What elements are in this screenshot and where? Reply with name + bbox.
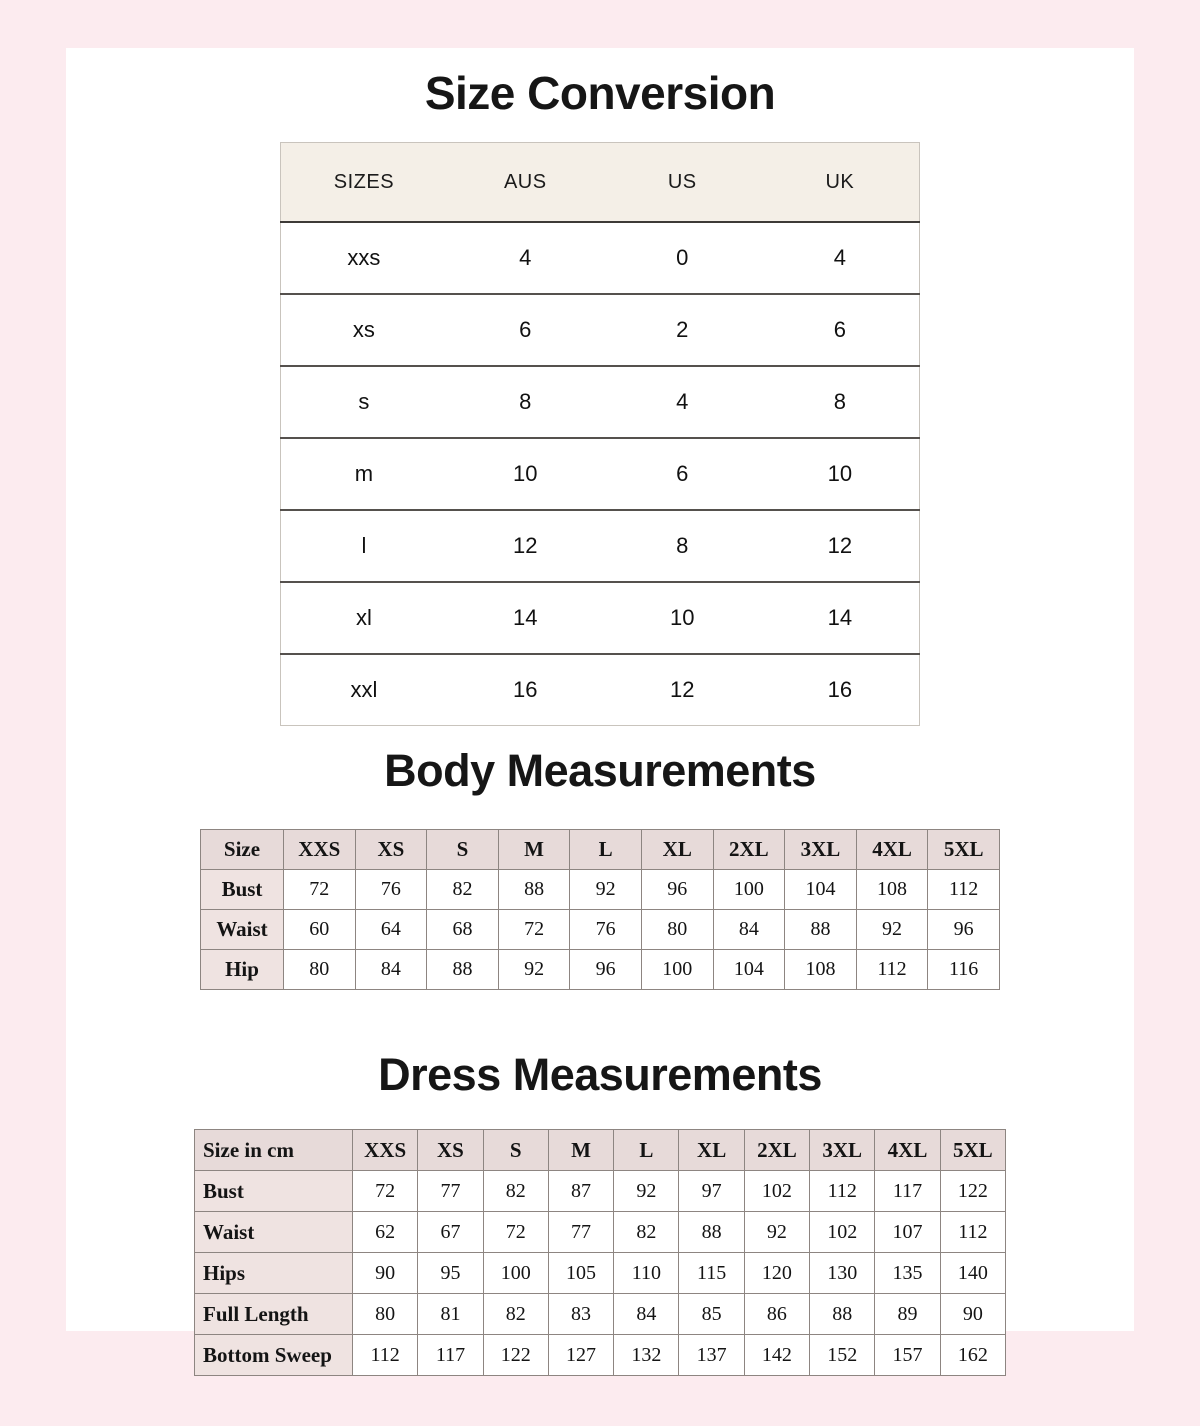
cell-value: 96 — [570, 950, 642, 990]
cell-value: 92 — [744, 1212, 809, 1253]
column-header-uk: UK — [761, 143, 920, 223]
column-header-aus: AUS — [447, 143, 604, 223]
cell-value: 140 — [940, 1253, 1005, 1294]
cell-aus: 10 — [447, 438, 604, 510]
cell-size: m — [281, 438, 447, 510]
cell-value: 88 — [810, 1294, 875, 1335]
cell-value: 122 — [483, 1335, 548, 1376]
cell-value: 64 — [355, 910, 427, 950]
cell-value: 142 — [744, 1335, 809, 1376]
column-header-xxs: XXS — [284, 830, 356, 870]
cell-value: 95 — [418, 1253, 483, 1294]
cell-value: 82 — [483, 1171, 548, 1212]
cell-value: 88 — [427, 950, 499, 990]
cell-value: 60 — [284, 910, 356, 950]
cell-value: 115 — [679, 1253, 744, 1294]
cell-value: 62 — [353, 1212, 418, 1253]
cell-value: 102 — [744, 1171, 809, 1212]
column-header-size: Size — [201, 830, 284, 870]
cell-value: 102 — [810, 1212, 875, 1253]
cell-value: 88 — [785, 910, 857, 950]
cell-uk: 8 — [761, 366, 920, 438]
column-header-m: M — [548, 1130, 613, 1171]
column-header-s: S — [427, 830, 499, 870]
size-conversion-title: Size Conversion — [424, 67, 776, 119]
table-row — [281, 366, 920, 438]
cell-aus: 12 — [447, 510, 604, 582]
cell-size: s — [281, 366, 447, 438]
column-header-4xl: 4XL — [875, 1130, 940, 1171]
column-header-4xl: 4XL — [856, 830, 928, 870]
table-row — [201, 870, 1000, 910]
column-header-l: L — [570, 830, 642, 870]
body-measurements-title: Body Measurements — [384, 745, 816, 796]
cell-value: 105 — [548, 1253, 613, 1294]
table-row — [195, 1171, 1006, 1212]
table-row — [195, 1253, 1006, 1294]
cell-value: 82 — [483, 1294, 548, 1335]
cell-value: 132 — [614, 1335, 679, 1376]
cell-us: 12 — [604, 654, 761, 726]
cell-value: 152 — [810, 1335, 875, 1376]
row-label-waist: Waist — [201, 910, 284, 950]
cell-uk: 4 — [761, 222, 920, 294]
table-row — [195, 1212, 1006, 1253]
cell-value: 108 — [856, 870, 928, 910]
cell-value: 92 — [570, 870, 642, 910]
body-measurements-table — [200, 829, 1000, 990]
cell-value: 77 — [418, 1171, 483, 1212]
cell-value: 112 — [940, 1212, 1005, 1253]
cell-value: 72 — [353, 1171, 418, 1212]
cell-value: 84 — [355, 950, 427, 990]
cell-us: 4 — [604, 366, 761, 438]
cell-value: 77 — [548, 1212, 613, 1253]
table-header-row — [281, 143, 920, 223]
cell-value: 68 — [427, 910, 499, 950]
dress-measurements-table-wrap — [66, 1129, 1134, 1376]
cell-value: 112 — [928, 870, 1000, 910]
row-label-bottom-sweep: Bottom Sweep — [195, 1335, 353, 1376]
dress-measurements-title: Dress Measurements — [378, 1049, 822, 1100]
cell-size: xs — [281, 294, 447, 366]
row-label-hips: Hips — [195, 1253, 353, 1294]
size-conversion-body — [281, 222, 920, 726]
cell-value: 84 — [614, 1294, 679, 1335]
cell-value: 72 — [284, 870, 356, 910]
cell-value: 92 — [856, 910, 928, 950]
cell-us: 10 — [604, 582, 761, 654]
column-header-xl: XL — [679, 1130, 744, 1171]
cell-value: 110 — [614, 1253, 679, 1294]
cell-value: 108 — [785, 950, 857, 990]
cell-value: 112 — [856, 950, 928, 990]
dress-measurements-head — [195, 1130, 1006, 1171]
cell-size: xl — [281, 582, 447, 654]
cell-value: 157 — [875, 1335, 940, 1376]
table-header-row — [201, 830, 1000, 870]
row-label-full-length: Full Length — [195, 1294, 353, 1335]
cell-value: 130 — [810, 1253, 875, 1294]
column-header-size-in-cm: Size in cm — [195, 1130, 353, 1171]
cell-value: 87 — [548, 1171, 613, 1212]
dress-measurements-body — [195, 1171, 1006, 1376]
cell-value: 88 — [498, 870, 570, 910]
cell-value: 96 — [928, 910, 1000, 950]
cell-us: 2 — [604, 294, 761, 366]
cell-value: 127 — [548, 1335, 613, 1376]
cell-uk: 10 — [761, 438, 920, 510]
size-conversion-table — [280, 142, 920, 726]
table-row — [201, 950, 1000, 990]
cell-value: 97 — [679, 1171, 744, 1212]
body-measurements-body — [201, 870, 1000, 990]
cell-aus: 8 — [447, 366, 604, 438]
cell-value: 112 — [353, 1335, 418, 1376]
row-label-waist: Waist — [195, 1212, 353, 1253]
cell-value: 120 — [744, 1253, 809, 1294]
size-conversion-table-wrap — [280, 142, 920, 726]
column-header-m: M — [498, 830, 570, 870]
cell-size: l — [281, 510, 447, 582]
cell-value: 135 — [875, 1253, 940, 1294]
dress-measurements-table — [194, 1129, 1006, 1376]
cell-value: 76 — [570, 910, 642, 950]
cell-value: 162 — [940, 1335, 1005, 1376]
cell-size: xxs — [281, 222, 447, 294]
cell-value: 137 — [679, 1335, 744, 1376]
table-row — [281, 582, 920, 654]
column-header-xxs: XXS — [353, 1130, 418, 1171]
cell-value: 86 — [744, 1294, 809, 1335]
table-row — [281, 510, 920, 582]
cell-value: 92 — [498, 950, 570, 990]
cell-value: 83 — [548, 1294, 613, 1335]
cell-aus: 6 — [447, 294, 604, 366]
column-header-s: S — [483, 1130, 548, 1171]
cell-value: 80 — [641, 910, 713, 950]
cell-value: 104 — [785, 870, 857, 910]
table-row — [201, 910, 1000, 950]
column-header-us: US — [604, 143, 761, 223]
cell-value: 72 — [498, 910, 570, 950]
column-header-xs: XS — [355, 830, 427, 870]
size-conversion-head — [281, 143, 920, 223]
cell-value: 67 — [418, 1212, 483, 1253]
cell-value: 96 — [641, 870, 713, 910]
row-label-hip: Hip — [201, 950, 284, 990]
cell-value: 100 — [713, 870, 785, 910]
cell-value: 122 — [940, 1171, 1005, 1212]
cell-uk: 16 — [761, 654, 920, 726]
table-row — [195, 1294, 1006, 1335]
body-measurements-head — [201, 830, 1000, 870]
table-row — [281, 654, 920, 726]
cell-value: 100 — [483, 1253, 548, 1294]
column-header-2xl: 2XL — [713, 830, 785, 870]
column-header-2xl: 2XL — [744, 1130, 809, 1171]
cell-value: 90 — [940, 1294, 1005, 1335]
cell-us: 6 — [604, 438, 761, 510]
cell-uk: 6 — [761, 294, 920, 366]
cell-us: 8 — [604, 510, 761, 582]
cell-aus: 16 — [447, 654, 604, 726]
cell-value: 81 — [418, 1294, 483, 1335]
cell-value: 80 — [284, 950, 356, 990]
cell-value: 85 — [679, 1294, 744, 1335]
cell-value: 88 — [679, 1212, 744, 1253]
column-header-5xl: 5XL — [928, 830, 1000, 870]
column-header-3xl: 3XL — [810, 1130, 875, 1171]
cell-value: 84 — [713, 910, 785, 950]
cell-value: 107 — [875, 1212, 940, 1253]
column-header-5xl: 5XL — [940, 1130, 1005, 1171]
cell-size: xxl — [281, 654, 447, 726]
cell-value: 80 — [353, 1294, 418, 1335]
cell-value: 76 — [355, 870, 427, 910]
row-label-bust: Bust — [195, 1171, 353, 1212]
cell-value: 82 — [427, 870, 499, 910]
table-row — [195, 1335, 1006, 1376]
cell-value: 100 — [641, 950, 713, 990]
column-header-xs: XS — [418, 1130, 483, 1171]
column-header-3xl: 3XL — [785, 830, 857, 870]
cell-value: 112 — [810, 1171, 875, 1212]
cell-value: 89 — [875, 1294, 940, 1335]
cell-value: 117 — [418, 1335, 483, 1376]
row-label-bust: Bust — [201, 870, 284, 910]
cell-us: 0 — [604, 222, 761, 294]
column-header-sizes: SIZES — [281, 143, 447, 223]
cell-value: 90 — [353, 1253, 418, 1294]
cell-value: 92 — [614, 1171, 679, 1212]
table-row — [281, 222, 920, 294]
cell-uk: 14 — [761, 582, 920, 654]
cell-value: 104 — [713, 950, 785, 990]
body-measurements-table-wrap — [66, 829, 1134, 990]
cell-value: 116 — [928, 950, 1000, 990]
table-row — [281, 294, 920, 366]
column-header-xl: XL — [641, 830, 713, 870]
cell-value: 72 — [483, 1212, 548, 1253]
cell-uk: 12 — [761, 510, 920, 582]
column-header-l: L — [614, 1130, 679, 1171]
size-guide-panel — [66, 48, 1134, 1367]
table-row — [281, 438, 920, 510]
cell-value: 117 — [875, 1171, 940, 1212]
cell-aus: 14 — [447, 582, 604, 654]
table-header-row — [195, 1130, 1006, 1171]
cell-aus: 4 — [447, 222, 604, 294]
cell-value: 82 — [614, 1212, 679, 1253]
